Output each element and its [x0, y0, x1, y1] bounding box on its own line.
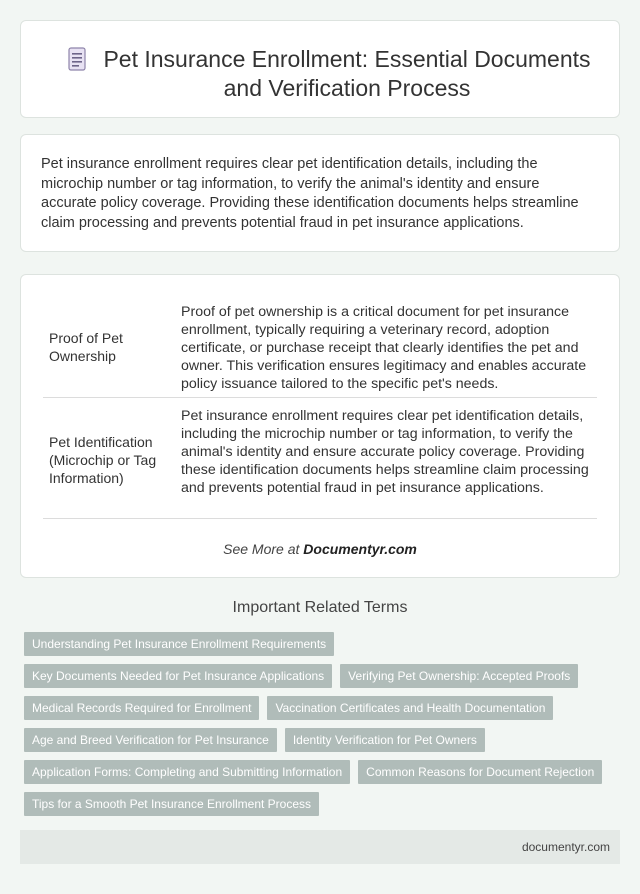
see-more-site: Documentyr.com: [303, 541, 417, 557]
row-description: Pet insurance enrollment requires clear pet identification details, including the microchip number or tag information, to verify the animal's identity and ensure accurate policy coverage. Providing these identification documents helps streamline claim processing and prevents potential fraud in pet insurance applications.: [181, 408, 589, 496]
related-term-tag[interactable]: Tips for a Smooth Pet Insurance Enrollment Process: [24, 792, 319, 816]
row-label: Pet Identification (Microchip or Tag Information): [49, 434, 157, 486]
related-term-tag[interactable]: Understanding Pet Insurance Enrollment Requirements: [24, 632, 334, 656]
related-term-tag[interactable]: Vaccination Certificates and Health Documentation: [267, 696, 553, 720]
page-title: Pet Insurance Enrollment: Essential Documents and Verification Process: [103, 46, 591, 101]
intro-text: Pet insurance enrollment requires clear pet identification details, including the microchip number or tag information, to verify the animal's identity and ensure accurate policy coverage. Providing these identification documents helps streamline claim processing and prevents potential fraud in pet insurance applications.: [41, 156, 579, 231]
related-terms-list: [24, 632, 624, 824]
row-description: Proof of pet ownership is a critical document for pet insurance enrollment, typically requiring a veterinary record, adoption certificate, or purchase receipt that clearly identifies the pet and owner. This verification ensures legitimacy and enables accurate policy issuance tailored to the specific pet's needs.: [181, 304, 587, 392]
related-term-tag[interactable]: Verifying Pet Ownership: Accepted Proofs: [340, 664, 578, 688]
footer: [20, 830, 620, 864]
intro-card: [20, 134, 620, 252]
row-label: Proof of Pet Ownership: [49, 330, 123, 364]
table-row: [43, 291, 597, 398]
related-term-tag[interactable]: Application Forms: Completing and Submitting Information: [24, 760, 350, 784]
title-card: [20, 20, 620, 118]
related-term-tag[interactable]: Age and Breed Verification for Pet Insurance: [24, 728, 277, 752]
related-term-tag[interactable]: Identity Verification for Pet Owners: [285, 728, 485, 752]
see-more-prefix: See More at: [223, 541, 304, 557]
see-more-link[interactable]: [21, 541, 619, 557]
document-table: [20, 274, 620, 578]
related-term-tag[interactable]: Key Documents Needed for Pet Insurance Applications: [24, 664, 332, 688]
related-terms-heading: Important Related Terms: [232, 599, 408, 616]
related-term-tag[interactable]: Common Reasons for Document Rejection: [358, 760, 602, 784]
related-term-tag[interactable]: Medical Records Required for Enrollment: [24, 696, 259, 720]
table-row: [43, 399, 597, 519]
document-icon: [67, 47, 87, 71]
footer-site[interactable]: documentyr.com: [521, 840, 610, 854]
